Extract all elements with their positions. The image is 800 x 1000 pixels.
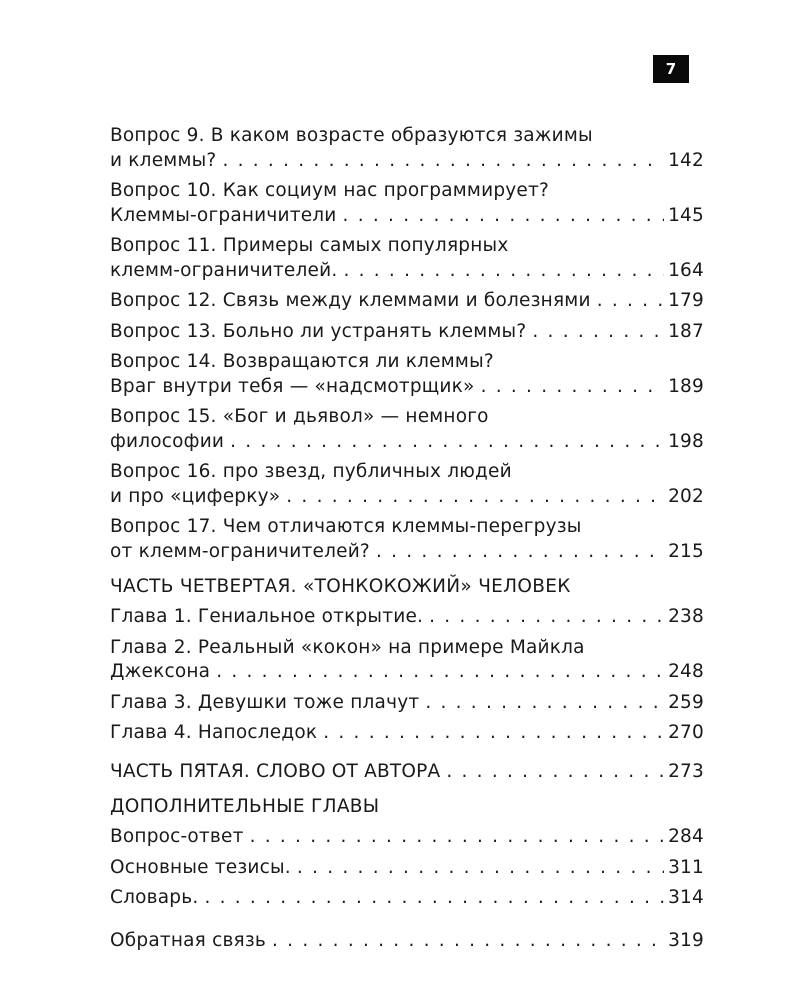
table-of-contents bbox=[110, 124, 704, 959]
toc-entry-line bbox=[110, 605, 704, 630]
toc-entry-text: Глава 3. Девушки тоже плачут bbox=[110, 691, 420, 713]
toc-entry-line bbox=[110, 540, 704, 565]
toc-entry-text: Основные тезисы. bbox=[110, 856, 291, 878]
toc-entry-line bbox=[110, 204, 704, 229]
toc-entry[interactable] bbox=[110, 289, 704, 314]
dot-leader bbox=[446, 760, 664, 785]
toc-page-number: 314 bbox=[668, 887, 704, 908]
toc-entry-text: Обратная связь bbox=[110, 929, 267, 951]
dot-leader bbox=[481, 375, 665, 400]
toc-entry-text: Вопрос 15. «Бог и дьявол» — немного bbox=[110, 406, 489, 427]
toc-page-number: 284 bbox=[668, 826, 704, 847]
toc-entry[interactable] bbox=[110, 605, 704, 630]
toc-entry-text: Вопрос 12. Связь между клеммами и болезнями bbox=[110, 290, 591, 311]
toc-entry-text: ЧАСТЬ ПЯТАЯ. СЛОВО ОТ АВТОРА bbox=[110, 760, 441, 782]
toc-entry-line bbox=[110, 886, 704, 911]
dot-leader bbox=[343, 204, 665, 229]
toc-entry-line bbox=[110, 721, 704, 746]
toc-entry-text: Словарь. bbox=[110, 887, 199, 908]
toc-entry-line bbox=[110, 660, 704, 685]
toc-entry-text: Враг внутри тебя — «надсмотрщик» bbox=[110, 375, 475, 397]
dot-leader bbox=[429, 605, 664, 630]
toc-entry[interactable] bbox=[110, 515, 704, 564]
dot-leader bbox=[323, 721, 664, 746]
toc-entry[interactable] bbox=[110, 234, 704, 283]
toc-page-number: 202 bbox=[668, 485, 704, 507]
toc-entry-text: философии bbox=[110, 430, 225, 452]
toc-entry-line bbox=[110, 259, 704, 284]
toc-entry-line bbox=[110, 515, 704, 540]
toc-entry-text: Вопрос 13. Больно ли устранять клеммы? bbox=[110, 320, 527, 342]
toc-entry[interactable] bbox=[110, 405, 704, 454]
toc-entry-text: Вопрос 16. про звезд, публичных людей bbox=[110, 461, 512, 482]
toc-entry-line bbox=[110, 929, 704, 954]
toc-page-number: 142 bbox=[668, 149, 704, 171]
toc-entry[interactable] bbox=[110, 179, 704, 228]
toc-entry-line bbox=[110, 691, 704, 716]
toc-entry[interactable] bbox=[110, 636, 704, 685]
dot-leader bbox=[222, 149, 664, 174]
dot-leader bbox=[216, 660, 664, 685]
dot-leader bbox=[230, 430, 664, 455]
toc-entry[interactable] bbox=[110, 760, 704, 785]
toc-entry-line bbox=[110, 430, 704, 455]
dot-leader bbox=[204, 886, 664, 911]
toc-entry-line bbox=[110, 350, 704, 375]
toc-entry-text: и клеммы? bbox=[110, 149, 217, 171]
toc-page-number: 164 bbox=[668, 259, 704, 281]
toc-entry-line bbox=[110, 375, 704, 400]
toc-page-number: 270 bbox=[668, 722, 704, 743]
toc-section bbox=[110, 124, 704, 564]
toc-entry-line bbox=[110, 234, 704, 259]
toc-entry-text: Вопрос 10. Как социум нас программирует? bbox=[110, 180, 549, 201]
dot-leader bbox=[286, 485, 664, 510]
toc-entry-text: Джексона bbox=[110, 661, 211, 682]
dot-leader bbox=[532, 320, 664, 345]
toc-entry-text: Вопрос-ответ bbox=[110, 826, 244, 847]
toc-page-number: 179 bbox=[668, 290, 704, 311]
toc-entry[interactable] bbox=[110, 825, 704, 850]
toc-entry-text: от клемм-ограничителей? bbox=[110, 540, 370, 562]
toc-section bbox=[110, 760, 704, 785]
toc-section bbox=[110, 794, 704, 911]
toc-entry[interactable] bbox=[110, 124, 704, 173]
toc-entry[interactable] bbox=[110, 929, 704, 954]
toc-entry-text: Глава 1. Гениальное открытие. bbox=[110, 606, 424, 627]
toc-entry-text: Клеммы-ограничители bbox=[110, 204, 337, 226]
toc-section bbox=[110, 929, 704, 954]
dot-leader bbox=[343, 259, 664, 284]
toc-entry-line bbox=[110, 320, 704, 345]
toc-entry-text: клемм-ограничителей. bbox=[110, 259, 338, 281]
dot-leader bbox=[425, 691, 664, 716]
toc-entry-line bbox=[110, 460, 704, 485]
toc-part-title: ДОПОЛНИТЕЛЬНЫЕ ГЛАВЫ bbox=[110, 796, 380, 817]
toc-entry-line bbox=[110, 405, 704, 430]
toc-part-title: ЧАСТЬ ЧЕТВЕРТАЯ. «ТОНКОКОЖИЙ» ЧЕЛОВЕК bbox=[110, 576, 571, 597]
toc-page-number: 248 bbox=[668, 661, 704, 682]
toc-entry-line bbox=[110, 179, 704, 204]
toc-entry-text: и про «циферку» bbox=[110, 485, 281, 507]
toc-entry-line bbox=[110, 485, 704, 510]
toc-entry-line bbox=[110, 124, 704, 149]
toc-entry-text: Вопрос 14. Возвращаются ли клеммы? bbox=[110, 351, 494, 372]
dot-leader bbox=[597, 289, 664, 314]
toc-entry[interactable] bbox=[110, 721, 704, 746]
toc-section bbox=[110, 574, 704, 746]
toc-entry[interactable] bbox=[110, 886, 704, 911]
toc-entry-line bbox=[110, 760, 704, 785]
toc-entry-text: Вопрос 9. В каком возрасте образуются зажимы bbox=[110, 125, 593, 146]
dot-leader bbox=[250, 825, 665, 850]
toc-page-number: 187 bbox=[668, 320, 704, 342]
toc-entry[interactable] bbox=[110, 320, 704, 345]
toc-page-number: 145 bbox=[668, 204, 704, 226]
dot-leader bbox=[376, 540, 664, 565]
toc-entry-line bbox=[110, 825, 704, 850]
toc-entry[interactable] bbox=[110, 691, 704, 716]
toc-page-number: 319 bbox=[668, 929, 704, 951]
toc-entry-text: Вопрос 17. Чем отличаются клеммы-перегрузы bbox=[110, 516, 582, 537]
toc-entry-text: Вопрос 11. Примеры самых популярных bbox=[110, 235, 509, 256]
dot-leader bbox=[272, 929, 664, 954]
toc-entry-line bbox=[110, 636, 704, 661]
toc-page-number: 311 bbox=[668, 856, 704, 878]
toc-entry-text: Глава 2. Реальный «кокон» на примере Майкла bbox=[110, 636, 585, 658]
toc-page-number: 238 bbox=[668, 606, 704, 627]
toc-page-number: 198 bbox=[668, 430, 704, 452]
toc-page-number: 259 bbox=[668, 691, 704, 713]
toc-entry[interactable] bbox=[110, 856, 704, 881]
toc-entry[interactable] bbox=[110, 460, 704, 509]
toc-page-number: 215 bbox=[668, 540, 704, 562]
dot-leader bbox=[297, 856, 664, 881]
toc-entry-line bbox=[110, 149, 704, 174]
toc-entry-text: Глава 4. Напоследок bbox=[110, 722, 318, 743]
toc-entry-line bbox=[110, 856, 704, 881]
toc-page-number: 273 bbox=[668, 760, 704, 782]
toc-entry-line bbox=[110, 289, 704, 314]
toc-page-number: 189 bbox=[668, 375, 704, 397]
toc-entry[interactable] bbox=[110, 350, 704, 399]
page-number-badge: 7 bbox=[653, 55, 689, 83]
